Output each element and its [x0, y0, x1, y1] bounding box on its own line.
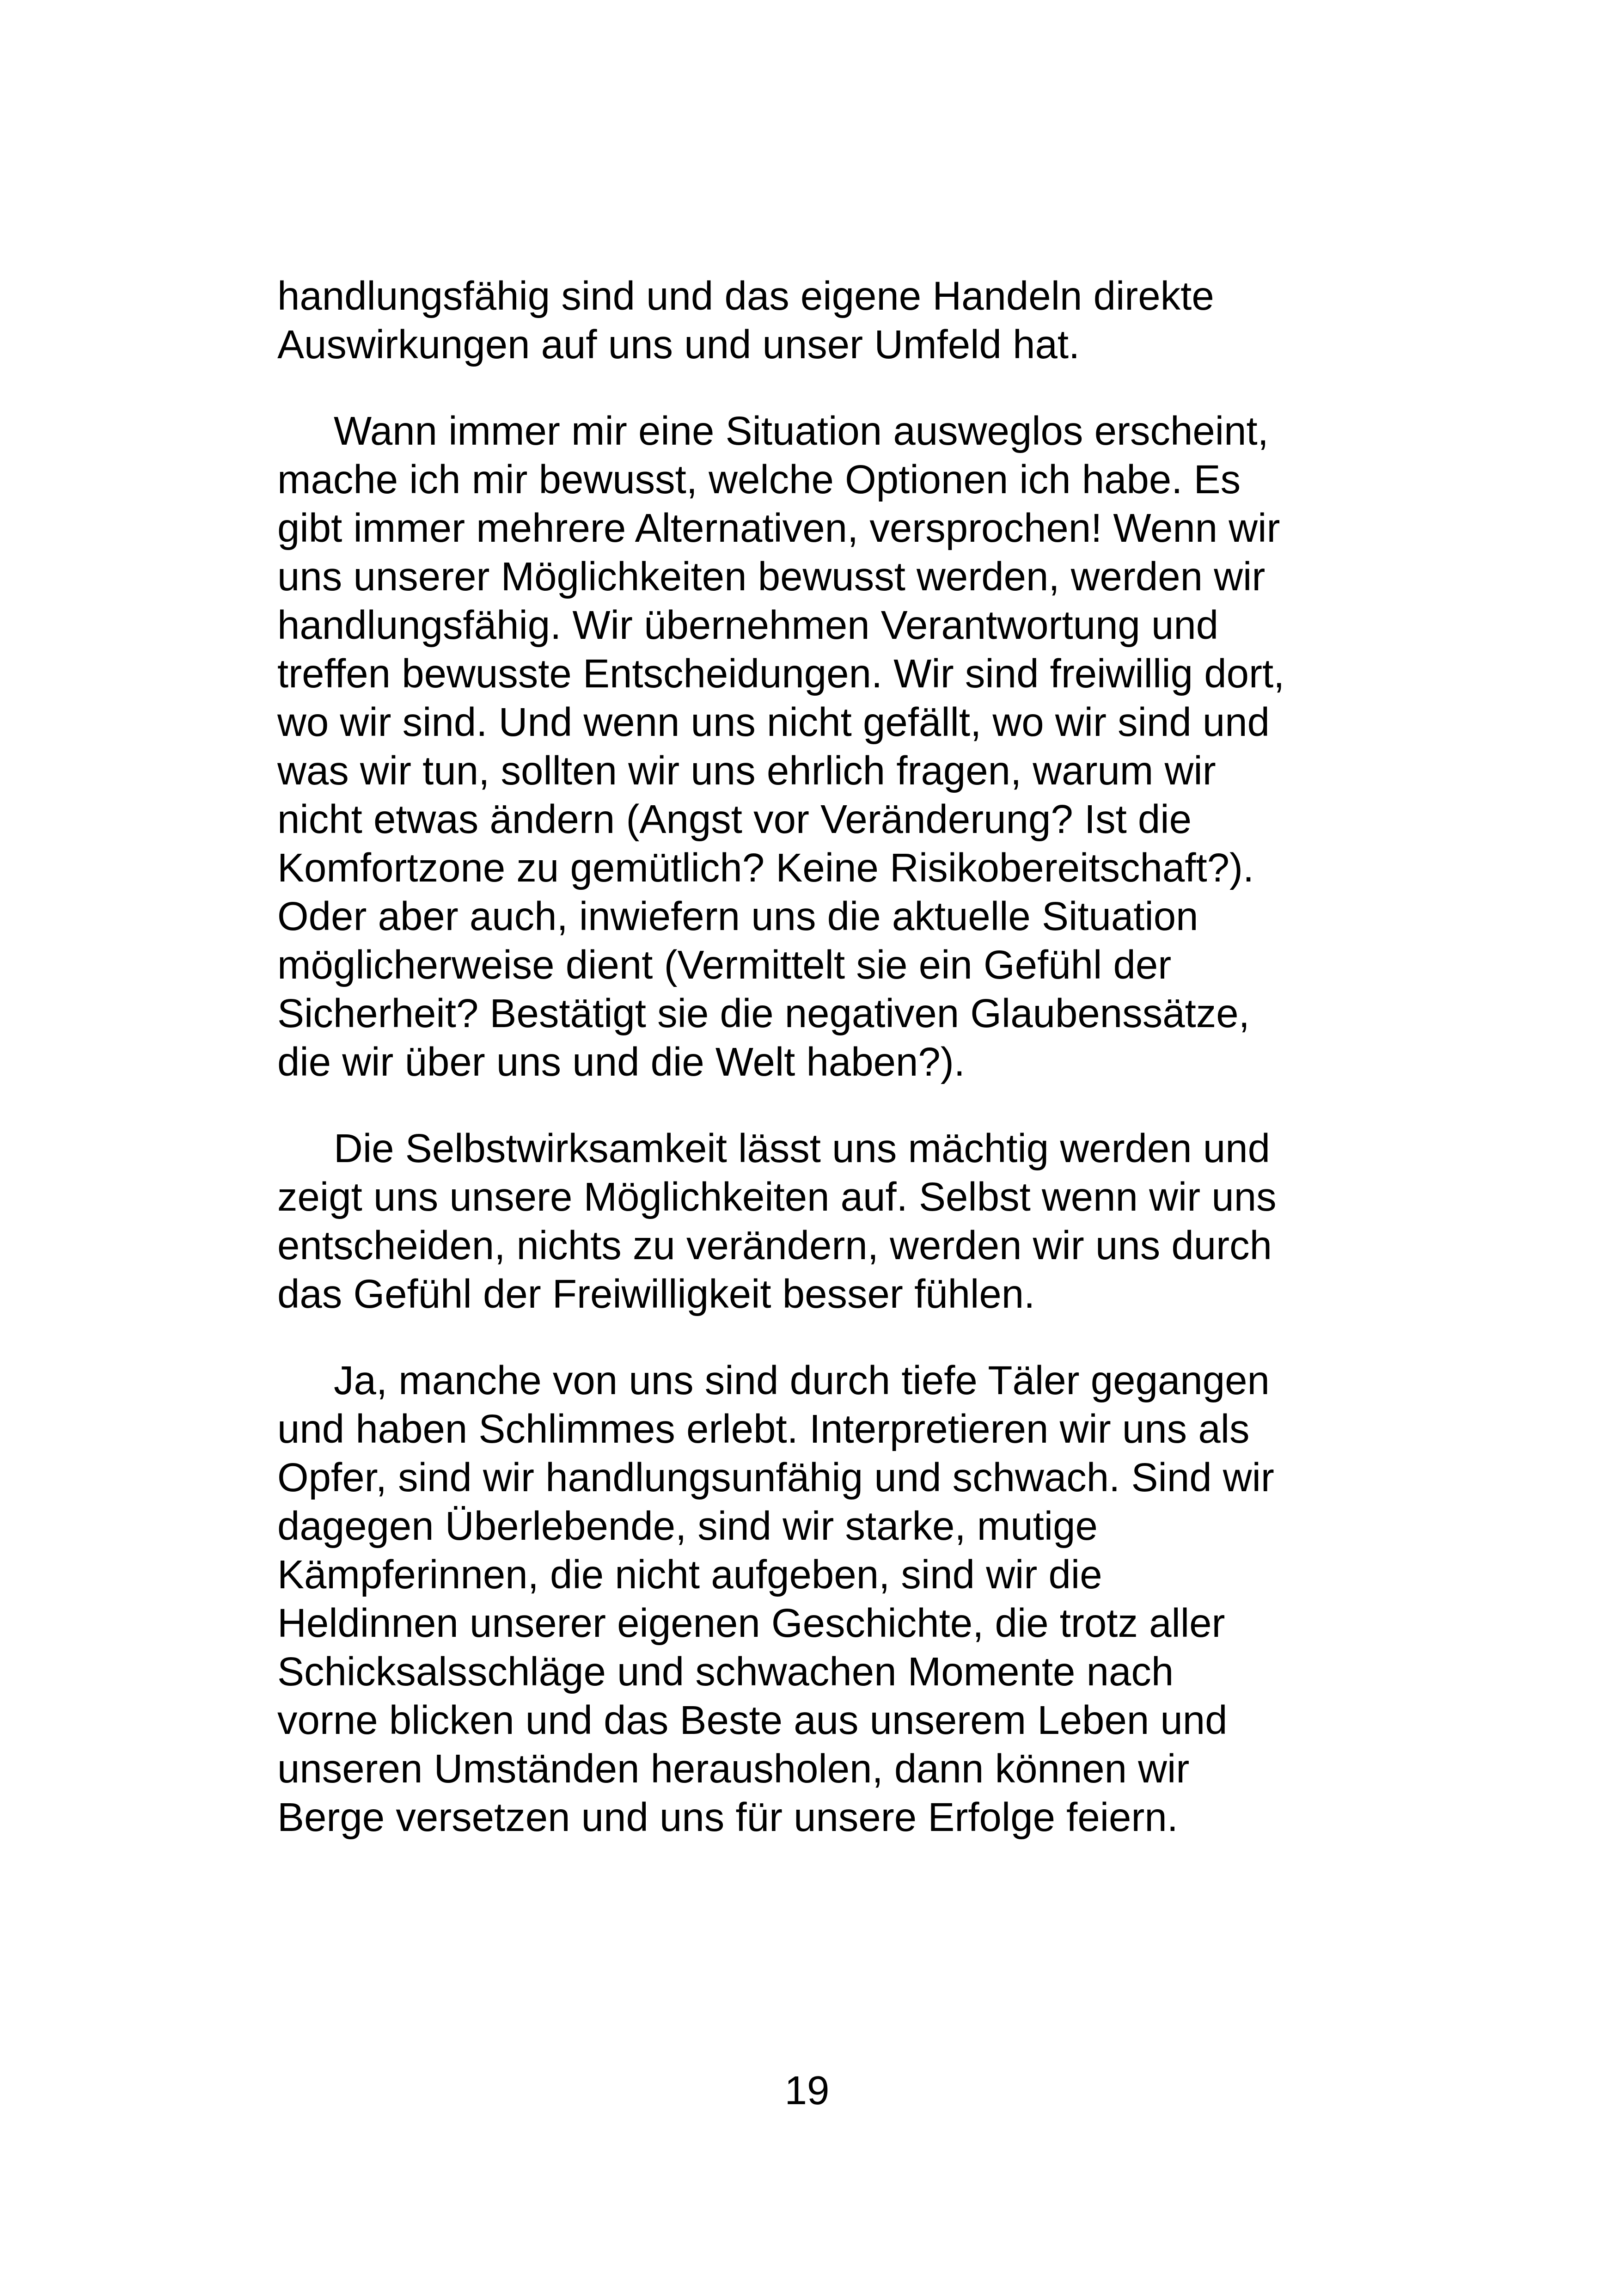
text-line: was wir tun, sollten wir uns ehrlich fragen, warum wir — [277, 748, 1216, 793]
text-line: Sicherheit? Bestätigt sie die negativen Glaubenssätze, — [277, 991, 1250, 1036]
text-line: Heldinnen unserer eigenen Geschichte, die trotz aller — [277, 1601, 1225, 1646]
text-line: uns unserer Möglichkeiten bewusst werden, werden wir — [277, 554, 1266, 599]
text-line: zeigt uns unsere Möglichkeiten auf. Selbst wenn wir uns — [277, 1175, 1277, 1219]
text-line: vorne blicken und das Beste aus unserem Leben und — [277, 1698, 1228, 1743]
text-line: das Gefühl der Freiwilligkeit besser fühlen. — [277, 1272, 1035, 1316]
paragraph-2 — [277, 407, 1354, 1086]
text-line: nicht etwas ändern (Angst vor Veränderung? Ist die — [277, 797, 1192, 842]
text-line: Schicksalsschläge und schwachen Momente nach — [277, 1649, 1174, 1694]
text-line: gibt immer mehrere Alternativen, versprochen! Wenn wir — [277, 506, 1280, 551]
page-number: 19 — [784, 2068, 830, 2113]
text-line: Berge versetzen und uns für unsere Erfolge feiern. — [277, 1795, 1178, 1840]
text-line: möglicherweise dient (Vermittelt sie ein Gefühl der — [277, 943, 1172, 987]
text-line: Auswirkungen auf uns und unser Umfeld hat. — [277, 322, 1080, 367]
text-line: Oder aber auch, inwiefern uns die aktuelle Situation — [277, 894, 1198, 939]
text-line: entscheiden, nichts zu verändern, werden wir uns durch — [277, 1223, 1272, 1268]
text-line: unseren Umständen herausholen, dann können wir — [277, 1746, 1190, 1791]
text-line: und haben Schlimmes erlebt. Interpretieren wir uns als — [277, 1407, 1250, 1451]
text-line: wo wir sind. Und wenn uns nicht gefällt, wo wir sind und — [277, 700, 1270, 745]
text-line: Wann immer mir eine Situation ausweglos erscheint, — [334, 409, 1269, 453]
text-line: Die Selbstwirksamkeit lässt uns mächtig werden und — [334, 1126, 1271, 1171]
text-line: mache ich mir bewusst, welche Optionen ich habe. Es — [277, 457, 1241, 502]
paragraph-3 — [277, 1124, 1354, 1318]
text-line: Opfer, sind wir handlungsunfähig und schwach. Sind wir — [277, 1455, 1274, 1500]
text-line: Kämpferinnen, die nicht aufgeben, sind wir die — [277, 1552, 1102, 1597]
text-line: Ja, manche von uns sind durch tiefe Täler gegangen — [334, 1358, 1270, 1403]
text-line: handlungsfähig sind und das eigene Handeln direkte — [277, 274, 1214, 318]
paragraph-1 — [277, 272, 1354, 369]
text-line: dagegen Überlebende, sind wir starke, mutige — [277, 1504, 1098, 1549]
text-line: handlungsfähig. Wir übernehmen Verantwortung und — [277, 603, 1219, 648]
text-line: die wir über uns und die Welt haben?). — [277, 1040, 965, 1084]
paragraph-4 — [277, 1356, 1354, 1842]
text-line: treffen bewusste Entscheidungen. Wir sind freiwillig dort, — [277, 651, 1285, 696]
text-line: Komfortzone zu gemütlich? Keine Risikobereitschaft?). — [277, 845, 1254, 890]
body-text — [277, 272, 1354, 1842]
